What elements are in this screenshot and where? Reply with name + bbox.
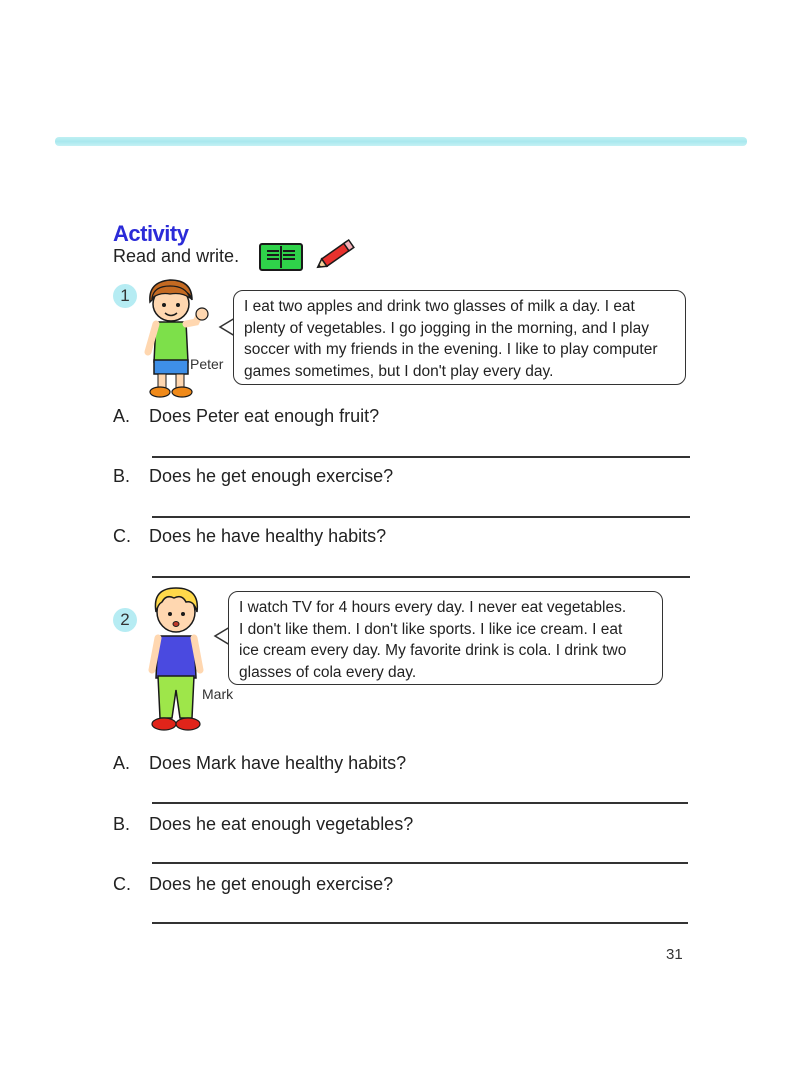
exercise-number-2: 2 — [113, 608, 137, 632]
passage-line: ice cream every day. My favorite drink is cola. I drink two — [239, 642, 627, 659]
answer-line-2b[interactable] — [152, 862, 688, 864]
answer-line-1c[interactable] — [152, 576, 690, 578]
mark-illustration — [146, 586, 208, 738]
question-1a — [113, 406, 379, 427]
peter-illustration — [140, 278, 212, 400]
peter-speech-bubble — [233, 290, 686, 385]
answer-line-2c[interactable] — [152, 922, 688, 924]
question-letter: B. — [113, 466, 131, 486]
question-letter: C. — [113, 526, 131, 546]
question-2b — [113, 814, 413, 835]
passage-line: soccer with my friends in the evening. I like to play computer — [244, 341, 658, 358]
open-book-icon — [259, 243, 303, 271]
mark-name-label: Mark — [202, 686, 234, 702]
question-letter: A. — [113, 406, 131, 426]
peter-name-label: Peter — [190, 356, 224, 372]
question-letter: B. — [113, 814, 131, 834]
answer-line-2a[interactable] — [152, 802, 688, 804]
passage-line: games sometimes, but I don't play every day. — [244, 362, 554, 380]
passage-line: I eat two apples and drink two glasses of milk a day. I eat — [244, 298, 635, 315]
passage-line: glasses of cola every day. — [239, 663, 417, 681]
question-letter: C. — [113, 874, 131, 894]
question-2a — [113, 753, 406, 774]
passage-line: I watch TV for 4 hours every day. I never eat vegetables. — [239, 599, 627, 616]
question-2c — [113, 874, 393, 895]
question-text: Does he have healthy habits? — [149, 526, 387, 546]
question-text: Does he get enough exercise? — [149, 466, 394, 486]
instruction-text: Read and write. — [113, 246, 240, 266]
question-1b — [113, 466, 393, 487]
mark-speech-bubble — [228, 591, 663, 685]
question-text: Does Mark have healthy habits? — [149, 753, 407, 773]
passage-line: I don't like them. I don't like sports. I like ice cream. I eat — [239, 620, 623, 638]
question-text: Does he eat enough vegetables? — [149, 814, 414, 834]
answer-line-1a[interactable] — [152, 456, 690, 458]
answer-line-1b[interactable] — [152, 516, 690, 518]
page-number: 31 — [666, 946, 683, 963]
question-text: Does Peter eat enough fruit? — [149, 406, 380, 426]
exercise-number-1: 1 — [113, 284, 137, 308]
question-1c — [113, 526, 386, 547]
question-letter: A. — [113, 753, 131, 773]
activity-title: Activity — [113, 221, 189, 246]
pencil-icon — [314, 238, 358, 272]
passage-line: plenty of vegetables. I go jogging in the morning, and I play — [244, 319, 649, 337]
decorative-header-band — [55, 137, 747, 146]
question-text: Does he get enough exercise? — [149, 874, 394, 894]
